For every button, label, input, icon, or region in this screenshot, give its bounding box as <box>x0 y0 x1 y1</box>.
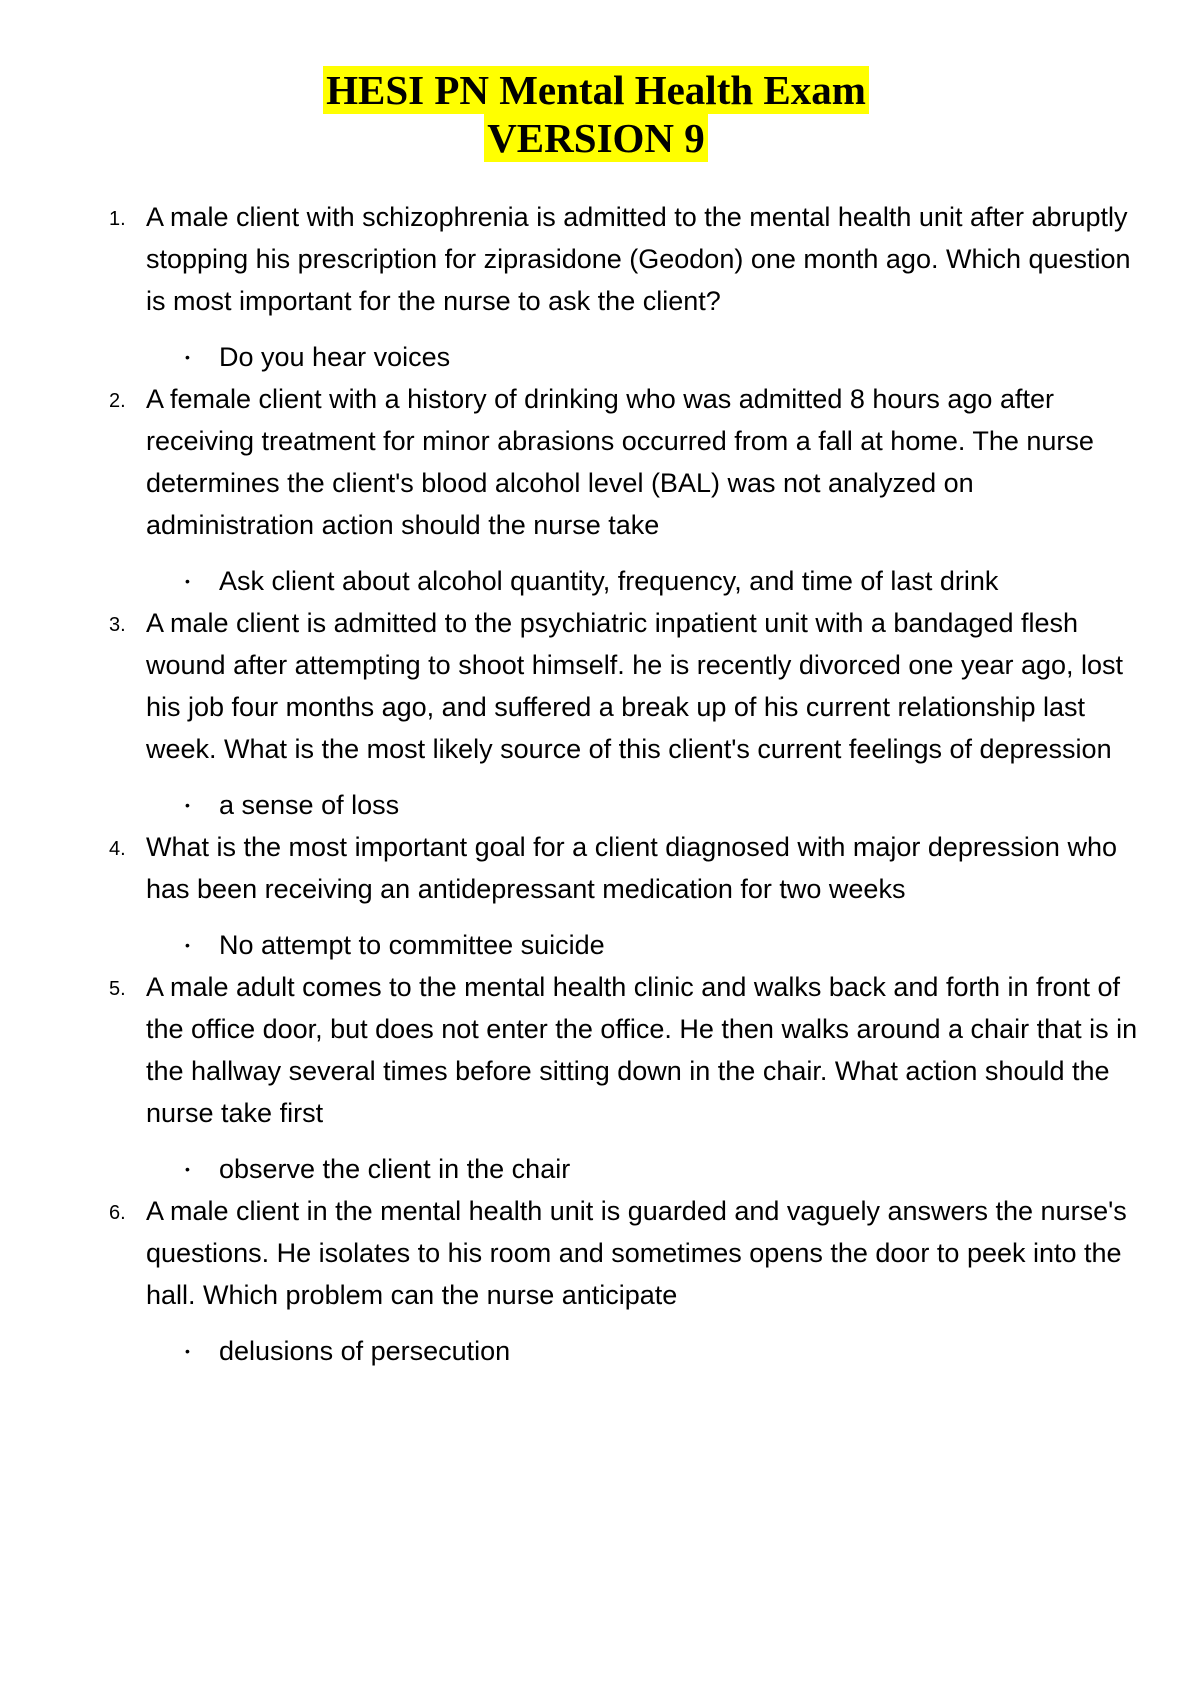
question-number: 6. <box>109 1202 126 1224</box>
answer-item <box>0 784 1192 826</box>
question-item <box>0 826 1192 966</box>
question-text: What is the most important goal for a client diagnosed with major depression who has been receiving an antidepressant medication for two weeks <box>146 832 1117 904</box>
answer-item <box>0 1148 1192 1190</box>
title-line-2: VERSION 9 <box>484 114 708 162</box>
answer-text: No attempt to committee suicide <box>219 930 605 960</box>
question-number: 2. <box>109 390 126 412</box>
question-number: 1. <box>109 208 126 230</box>
question-item <box>0 966 1192 1190</box>
question-number: 4. <box>109 838 126 860</box>
question-text: A male client with schizophrenia is admitted to the mental health unit after abruptly stopping his prescription for ziprasidone (Geodon) one month ago. Which question is most important for the nurse to ask the client? <box>146 202 1131 316</box>
bullet-icon: • <box>185 1161 190 1177</box>
answer-item <box>0 1330 1192 1372</box>
question-item <box>0 1190 1192 1372</box>
question-item <box>0 602 1192 826</box>
title-line-1: HESI PN Mental Health Exam <box>323 66 869 114</box>
question-item <box>0 378 1192 602</box>
answer-item <box>0 560 1192 602</box>
answer-item <box>0 924 1192 966</box>
question-number: 3. <box>109 614 126 636</box>
question-text: A male client in the mental health unit is guarded and vaguely answers the nurse's questions. He isolates to his room and sometimes opens the door to peek into the hall. Which problem can the nurse anticipate <box>146 1196 1127 1310</box>
bullet-icon: • <box>185 573 190 589</box>
answer-text: Do you hear voices <box>219 342 451 372</box>
question-text: A male client is admitted to the psychiatric inpatient unit with a bandaged flesh wound after attempting to shoot himself. he is recently divorced one year ago, lost his job four months ago, and suffered a break up of his current relationship last week. What is the most likely source of this client's current feelings of depression <box>146 608 1124 764</box>
answer-text: observe the client in the chair <box>219 1154 571 1184</box>
question-text: A male adult comes to the mental health clinic and walks back and forth in front of the office door, but does not enter the office. He then walks around a chair that is in the hallway several times before sitting down in the chair. What action should the nurse take first <box>146 972 1138 1128</box>
question-text: A female client with a history of drinking who was admitted 8 hours ago after receiving treatment for minor abrasions occurred from a fall at home. The nurse determines the client's blood alcohol level (BAL) was not analyzed on administration action should the nurse take <box>146 384 1094 540</box>
answer-text: a sense of loss <box>219 790 400 820</box>
answer-text: Ask client about alcohol quantity, frequency, and time of last drink <box>219 566 999 596</box>
bullet-icon: • <box>185 1343 190 1359</box>
answer-text: delusions of persecution <box>219 1336 511 1366</box>
answer-item <box>0 336 1192 378</box>
document-title <box>0 66 1192 162</box>
question-item <box>0 196 1192 378</box>
bullet-icon: • <box>185 937 190 953</box>
bullet-icon: • <box>185 797 190 813</box>
question-number: 5. <box>109 978 126 1000</box>
question-list <box>0 196 1192 1372</box>
bullet-icon: • <box>185 349 190 365</box>
